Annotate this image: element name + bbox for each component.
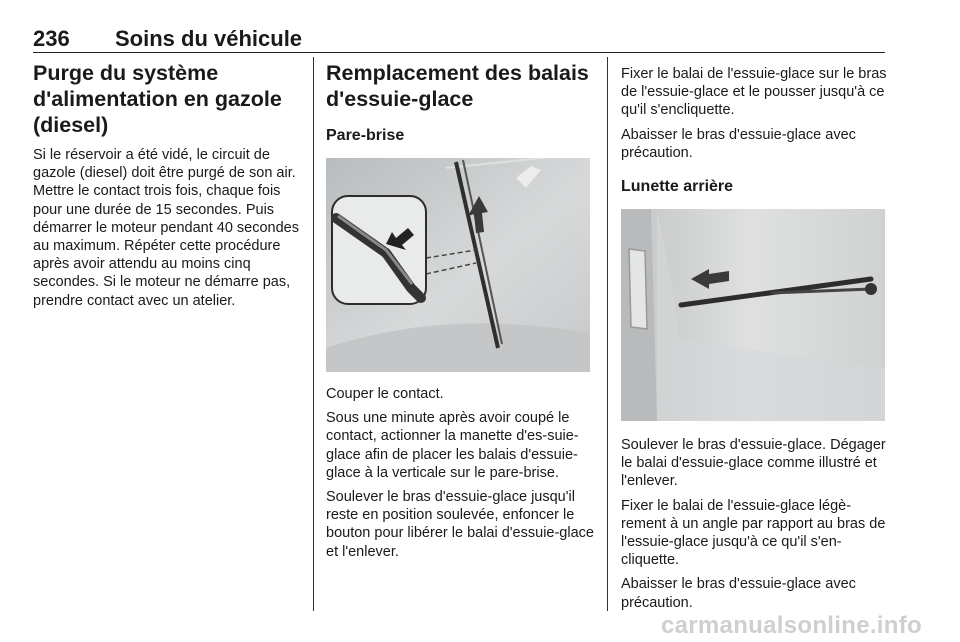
column-divider-2 xyxy=(607,57,608,611)
section-heading-wiper-replacement: Remplacement des balais d'essuie-glace xyxy=(326,61,589,111)
column-3 xyxy=(621,60,887,612)
section-heading-fuel-purge: Purge du système d'alimentation en gazole (diesel) xyxy=(33,61,282,137)
windscreen-step-1: Couper le contact. xyxy=(326,386,444,402)
windscreen-wiper-illustration xyxy=(326,158,590,372)
rear-step-3: Abaisser le bras d'essuie-glace avec précaution. xyxy=(621,576,856,611)
running-title: Soins du véhicule xyxy=(115,26,303,51)
rear-step-2: Fixer le balai de l'essuie-glace légè-rement à un angle par rapport au bras de l'essuie-glace jusqu'à ce qu'il s'en-cliquette. xyxy=(621,497,886,569)
page-number: 236 xyxy=(33,26,70,51)
header-rule xyxy=(33,52,885,53)
watermark: carmanualsonline.info xyxy=(660,612,922,639)
windscreen-step-5: Abaisser le bras d'essuie-glace avec précaution. xyxy=(621,126,856,161)
windscreen-step-3: Soulever le bras d'essuie-glace jusqu'il reste en position soulevée, enfoncer le bouton pour libérer le balai d'essuie-glace et l'enlever. xyxy=(326,489,594,560)
column-2 xyxy=(326,60,594,561)
subheading-windscreen: Pare-brise xyxy=(326,127,405,144)
fuel-purge-paragraph: Si le réservoir a été vidé, le circuit de gazole (diesel) doit être purgé de son air. Mettre le contact trois fois, chaque fois pour une durée de 15 secondes. Puis démarrer le moteur pendant 40 secondes au maximum. Répéter cette procédure après avoir attendu au moins cinq secondes. Si le moteur ne démarre pas, prendre contact avec un atelier. xyxy=(33,147,299,309)
windscreen-step-4: Fixer le balai de l'essuie-glace sur le bras de l'essuie-glace et le pousser jusqu'à ce qu'il s'encliquette. xyxy=(621,66,887,119)
rear-step-1: Soulever le bras d'essuie-glace. Dégager le balai d'essuie-glace comme illustré et l'enlever. xyxy=(621,437,886,490)
rear-wiper-illustration xyxy=(621,209,885,421)
subheading-rear-window: Lunette arrière xyxy=(621,178,734,196)
column-divider-1 xyxy=(313,57,314,611)
windscreen-step-2: Sous une minute après avoir coupé le contact, actionner la manette d'es-suie-glace afin de placer les balais d'essuie-glace à la verticale sur le pare-brise. xyxy=(326,410,579,481)
tail-light xyxy=(629,249,647,329)
column-1 xyxy=(33,60,301,310)
